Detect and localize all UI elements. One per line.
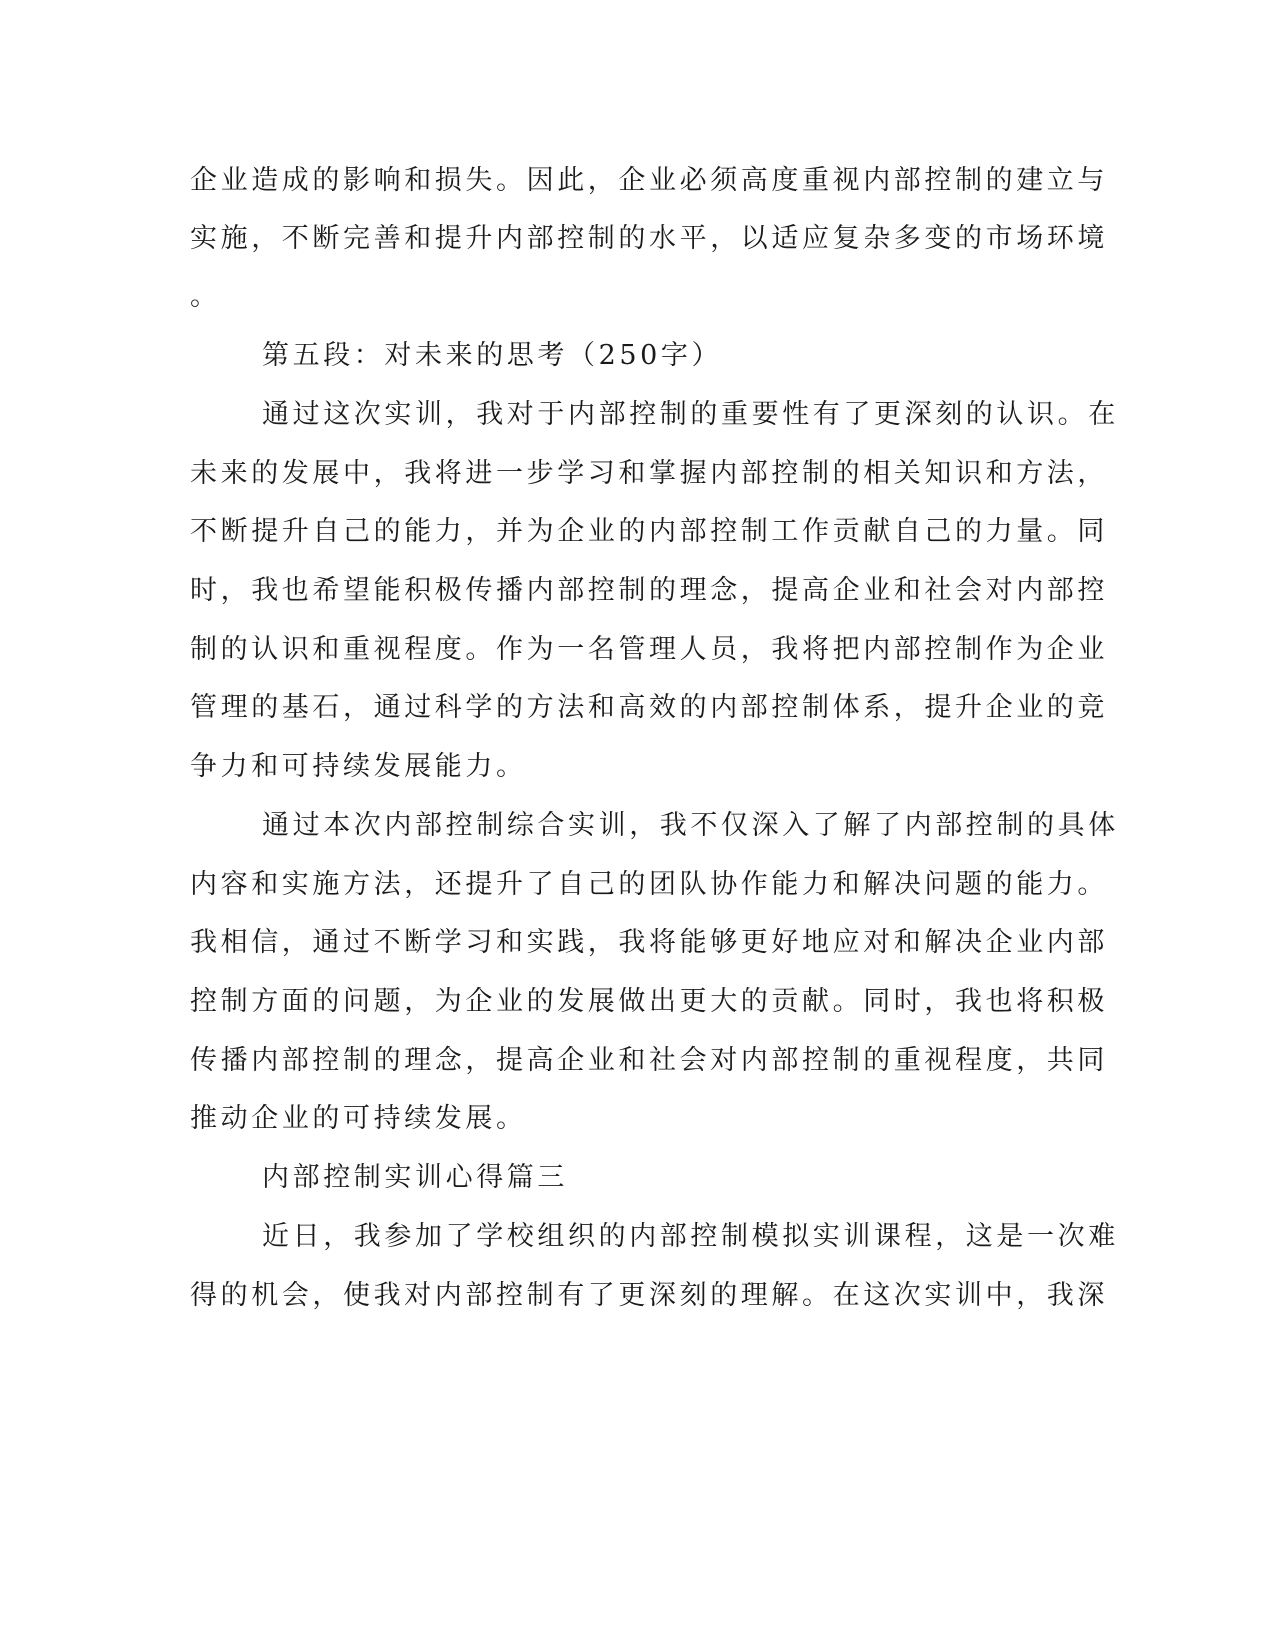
article-title: 内部控制实训心得篇三 <box>262 1162 568 1193</box>
paragraph-line: 我相信，通过不断学习和实践，我将能够更好地应对和解决企业内部 <box>190 927 1108 958</box>
paragraph-line: 争力和可持续发展能力。 <box>190 751 527 782</box>
paragraph-line: 通过本次内部控制综合实训，我不仅深入了解了内部控制的具体 <box>262 810 1119 841</box>
paragraph-line: 未来的发展中，我将进一步学习和掌握内部控制的相关知识和方法， <box>190 458 1108 489</box>
paragraph-line: 传播内部控制的理念，提高企业和社会对内部控制的重视程度，共同 <box>190 1045 1108 1076</box>
paragraph-line: 。 <box>190 281 221 312</box>
paragraph-line: 企业造成的影响和损失。因此，企业必须高度重视内部控制的建立与 <box>190 165 1108 196</box>
paragraph-line: 通过这次实训，我对于内部控制的重要性有了更深刻的认识。在 <box>262 399 1119 430</box>
paragraph-line: 控制方面的问题，为企业的发展做出更大的贡献。同时，我也将积极 <box>190 986 1108 1017</box>
paragraph-line: 管理的基石，通过科学的方法和高效的内部控制体系，提升企业的竞 <box>190 692 1108 723</box>
paragraph-line: 内容和实施方法，还提升了自己的团队协作能力和解决问题的能力。 <box>190 869 1108 900</box>
paragraph-line: 时，我也希望能积极传播内部控制的理念，提高企业和社会对内部控 <box>190 575 1108 606</box>
paragraph-line: 近日，我参加了学校组织的内部控制模拟实训课程，这是一次难 <box>262 1221 1119 1252</box>
paragraph-line: 得的机会，使我对内部控制有了更深刻的理解。在这次实训中，我深 <box>190 1280 1108 1311</box>
paragraph-line: 不断提升自己的能力，并为企业的内部控制工作贡献自己的力量。同 <box>190 516 1108 547</box>
paragraph-line: 推动企业的可持续发展。 <box>190 1103 527 1134</box>
paragraph-line: 制的认识和重视程度。作为一名管理人员，我将把内部控制作为企业 <box>190 634 1108 665</box>
paragraph-line: 实施，不断完善和提升内部控制的水平，以适应复杂多变的市场环境 <box>190 223 1108 254</box>
section-heading: 第五段：对未来的思考（250字） <box>262 340 723 371</box>
